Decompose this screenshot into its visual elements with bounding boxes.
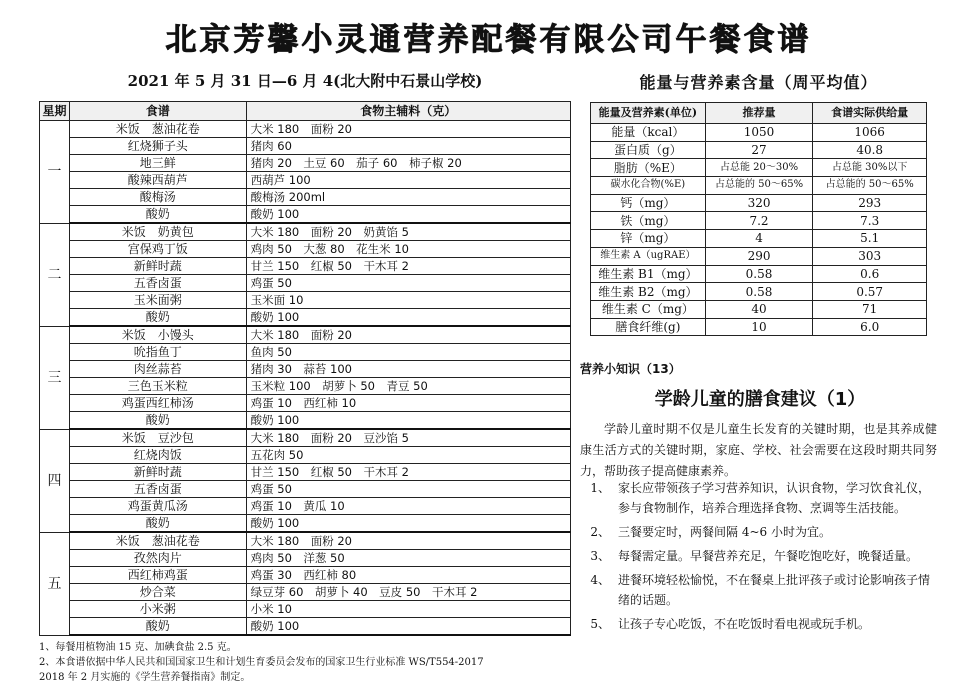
menu-row <box>40 155 571 172</box>
menu-ingredients-cell: 小米 10 <box>246 601 570 618</box>
note-line: 1、每餐用植物油 15 克、加碘食盐 2.5 克。 <box>39 642 237 653</box>
page-title: 北京芳馨小灵通营养配餐有限公司午餐食谱 <box>165 22 812 58</box>
nutrient-recommended-cell: 40 <box>705 300 813 318</box>
menu-dish-cell: 宫保鸡丁饭 <box>69 241 246 258</box>
nutrient-name-cell: 碳水化合物(%E) <box>591 177 706 195</box>
menu-row <box>40 515 571 533</box>
menu-table <box>39 101 571 636</box>
menu-dish-cell: 鸡蛋黄瓜汤 <box>69 498 246 515</box>
tips-intro: 学龄儿童时期不仅是儿童生长发育的关键时期，也是其养成健康生活方式的关键时期，家庭、学校、社会需要在这段时期共同努力，帮助孩子提高健康素养。 <box>580 422 937 478</box>
menu-row <box>40 429 571 447</box>
menu-row <box>40 532 571 550</box>
menu-row <box>40 464 571 481</box>
nutrient-name-cell: 锌（mg） <box>591 230 706 248</box>
nutrient-actual-cell: 7.3 <box>813 212 927 230</box>
nutrient-recommended-cell: 320 <box>705 194 813 212</box>
menu-day-cell: 五 <box>40 532 70 635</box>
menu-ingredients-cell: 甘兰 150 红椒 50 干木耳 2 <box>246 258 570 275</box>
menu-row <box>40 326 571 344</box>
nutrient-actual-cell: 占总能 30%以下 <box>813 159 927 177</box>
nutrition-row <box>591 300 927 318</box>
menu-ingredients-cell: 酸奶 100 <box>246 515 570 533</box>
tip-item <box>580 614 937 634</box>
nutrition-row <box>591 230 927 248</box>
menu-ingredients-cell: 猪肉 20 土豆 60 茄子 60 柿子椒 20 <box>246 155 570 172</box>
tip-text: 每餐需定量。早餐营养充足，午餐吃饱吃好，晚餐适量。 <box>618 549 919 563</box>
nutrition-table <box>590 102 927 336</box>
menu-dish-cell: 小米粥 <box>69 601 246 618</box>
tip-number: 2、 <box>590 525 610 539</box>
tip-item <box>580 478 937 518</box>
menu-ingredients-cell: 鸡肉 50 大葱 80 花生米 10 <box>246 241 570 258</box>
nutrient-actual-cell: 71 <box>813 300 927 318</box>
menu-dish-cell: 红烧狮子头 <box>69 138 246 155</box>
nutrient-recommended-cell: 27 <box>705 141 813 159</box>
nutrient-recommended-cell: 占总能的 50～65% <box>705 177 813 195</box>
nutrition-row <box>591 141 927 159</box>
nutrient-name-cell: 铁（mg） <box>591 212 706 230</box>
menu-dish-cell: 酸奶 <box>69 309 246 327</box>
menu-ingredients-cell: 大米 180 面粉 20 奶黄馅 5 <box>246 223 570 241</box>
menu-ingredients-cell: 鸡蛋 50 <box>246 275 570 292</box>
nutrition-title: 能量与营养素含量（周平均值） <box>639 73 878 92</box>
menu-dish-cell: 酸梅汤 <box>69 189 246 206</box>
nutrient-actual-cell: 6.0 <box>813 318 927 336</box>
menu-row <box>40 241 571 258</box>
nutrient-name-cell: 膳食纤维(g) <box>591 318 706 336</box>
nutrition-row <box>591 212 927 230</box>
menu-ingredients-cell: 鸡蛋 10 黄瓜 10 <box>246 498 570 515</box>
menu-ingredients-cell: 五花肉 50 <box>246 447 570 464</box>
menu-ingredients-cell: 酸奶 100 <box>246 618 570 636</box>
nutrient-name-cell: 维生素 A（ugRAE） <box>591 247 706 265</box>
menu-ingredients-cell: 大米 180 面粉 20 <box>246 532 570 550</box>
nutrient-recommended-cell: 10 <box>705 318 813 336</box>
menu-dish-cell: 红烧肉饭 <box>69 447 246 464</box>
menu-row <box>40 138 571 155</box>
menu-day-cell: 三 <box>40 326 70 429</box>
menu-dish-cell: 米饭 葱油花卷 <box>69 121 246 138</box>
nutrient-recommended-cell: 7.2 <box>705 212 813 230</box>
menu-dish-cell: 五香卤蛋 <box>69 481 246 498</box>
nutrition-header-actual: 食谱实际供给量 <box>813 103 927 124</box>
menu-dish-cell: 米饭 小馒头 <box>69 326 246 344</box>
menu-ingredients-cell: 鸡蛋 30 西红柿 80 <box>246 567 570 584</box>
nutrient-actual-cell: 5.1 <box>813 230 927 248</box>
tips-title: 学龄儿童的膳食建议（1） <box>654 389 866 410</box>
menu-row <box>40 378 571 395</box>
nutrient-actual-cell: 0.57 <box>813 283 927 301</box>
menu-ingredients-cell: 酸奶 100 <box>246 412 570 430</box>
menu-row <box>40 275 571 292</box>
menu-dish-cell: 米饭 豆沙包 <box>69 429 246 447</box>
tip-item <box>580 570 937 610</box>
menu-ingredients-cell: 鸡蛋 50 <box>246 481 570 498</box>
menu-day-cell: 一 <box>40 121 70 224</box>
menu-dish-cell: 肉丝蒜苔 <box>69 361 246 378</box>
tip-item <box>580 522 937 542</box>
nutrition-row <box>591 159 927 177</box>
nutrient-name-cell: 钙（mg） <box>591 194 706 212</box>
nutrient-actual-cell: 1066 <box>813 124 927 142</box>
menu-dish-cell: 玉米面粥 <box>69 292 246 309</box>
menu-ingredients-cell: 绿豆芽 60 胡萝卜 40 豆皮 50 干木耳 2 <box>246 584 570 601</box>
menu-row <box>40 292 571 309</box>
menu-ingredients-cell: 鱼肉 50 <box>246 344 570 361</box>
nutrient-actual-cell: 303 <box>813 247 927 265</box>
menu-row <box>40 172 571 189</box>
nutrition-header-recommended: 推荐量 <box>705 103 813 124</box>
menu-dish-cell: 酸辣西葫芦 <box>69 172 246 189</box>
nutrient-recommended-cell: 占总能 20～30% <box>705 159 813 177</box>
nutrient-recommended-cell: 1050 <box>705 124 813 142</box>
tip-number: 1、 <box>590 481 610 495</box>
menu-row <box>40 223 571 241</box>
menu-header-day: 星期 <box>40 102 70 121</box>
menu-ingredients-cell: 酸奶 100 <box>246 309 570 327</box>
nutrient-name-cell: 维生素 C（mg） <box>591 300 706 318</box>
note-line: 2、本食谱依据中华人民共和国国家卫生和计划生育委员会发布的国家卫生行业标准 WS/T554-2017 <box>39 657 484 668</box>
nutrient-name-cell: 维生素 B1（mg） <box>591 265 706 283</box>
menu-ingredients-cell: 猪肉 30 蒜苔 100 <box>246 361 570 378</box>
tip-text: 三餐要定时，两餐间隔 4~6 小时为宜。 <box>618 525 831 539</box>
menu-row <box>40 395 571 412</box>
menu-dish-cell: 酸奶 <box>69 515 246 533</box>
nutrition-row <box>591 124 927 142</box>
nutrient-actual-cell: 293 <box>813 194 927 212</box>
tip-text: 进餐环境轻松愉悦，不在餐桌上批评孩子或讨论影响孩子情绪的话题。 <box>618 573 931 607</box>
menu-dish-cell: 米饭 葱油花卷 <box>69 532 246 550</box>
menu-ingredients-cell: 鸡蛋 10 西红柿 10 <box>246 395 570 412</box>
menu-ingredients-cell: 酸奶 100 <box>246 206 570 224</box>
nutrient-recommended-cell: 0.58 <box>705 283 813 301</box>
menu-day-cell: 二 <box>40 223 70 326</box>
menu-row <box>40 361 571 378</box>
menu-ingredients-cell: 大米 180 面粉 20 <box>246 326 570 344</box>
menu-row <box>40 206 571 224</box>
tip-text: 让孩子专心吃饭，不在吃饭时看电视或玩手机。 <box>618 617 871 631</box>
nutrient-actual-cell: 占总能的 50～65% <box>813 177 927 195</box>
menu-row <box>40 601 571 618</box>
menu-notes <box>39 640 579 685</box>
nutrition-row <box>591 194 927 212</box>
menu-row <box>40 481 571 498</box>
menu-header-ingredients: 食物主辅料（克） <box>246 102 570 121</box>
nutrient-name-cell: 蛋白质（g） <box>591 141 706 159</box>
menu-dish-cell: 炒合菜 <box>69 584 246 601</box>
menu-dish-cell: 米饭 奶黄包 <box>69 223 246 241</box>
menu-dish-cell: 三色玉米粒 <box>69 378 246 395</box>
menu-dish-cell: 鸡蛋西红柿汤 <box>69 395 246 412</box>
nutrition-row <box>591 318 927 336</box>
menu-ingredients-cell: 猪肉 60 <box>246 138 570 155</box>
menu-row <box>40 498 571 515</box>
menu-dish-cell: 酸奶 <box>69 206 246 224</box>
nutrient-recommended-cell: 290 <box>705 247 813 265</box>
tip-text: 家长应带领孩子学习营养知识，认识食物，学习饮食礼仪，参与食物制作，培养合理选择食物、烹调等生活技能。 <box>618 481 931 515</box>
nutrient-name-cell: 脂肪（%E） <box>591 159 706 177</box>
menu-row <box>40 258 571 275</box>
menu-dish-cell: 吮指鱼丁 <box>69 344 246 361</box>
menu-header-dish: 食谱 <box>69 102 246 121</box>
nutrient-name-cell: 能量（kcal） <box>591 124 706 142</box>
menu-dish-cell: 酸奶 <box>69 412 246 430</box>
nutrient-recommended-cell: 0.58 <box>705 265 813 283</box>
menu-row <box>40 121 571 138</box>
menu-header-row <box>40 102 571 121</box>
menu-ingredients-cell: 玉米面 10 <box>246 292 570 309</box>
nutrition-row <box>591 283 927 301</box>
menu-row <box>40 309 571 327</box>
tip-number: 5、 <box>590 617 610 631</box>
menu-dish-cell: 新鲜时蔬 <box>69 258 246 275</box>
menu-dish-cell: 酸奶 <box>69 618 246 636</box>
menu-ingredients-cell: 玉米粒 100 胡萝卜 50 青豆 50 <box>246 378 570 395</box>
menu-dish-cell: 地三鲜 <box>69 155 246 172</box>
nutrition-header-row <box>591 103 927 124</box>
nutrition-header-item: 能量及营养素(单位) <box>591 103 706 124</box>
nutrition-row <box>591 177 927 195</box>
menu-ingredients-cell: 甘兰 150 红椒 50 干木耳 2 <box>246 464 570 481</box>
menu-ingredients-cell: 西葫芦 100 <box>246 172 570 189</box>
menu-dish-cell: 孜然肉片 <box>69 550 246 567</box>
menu-ingredients-cell: 大米 180 面粉 20 <box>246 121 570 138</box>
nutrient-name-cell: 维生素 B2（mg） <box>591 283 706 301</box>
nutrient-actual-cell: 0.6 <box>813 265 927 283</box>
tip-number: 3、 <box>590 549 610 563</box>
menu-row <box>40 344 571 361</box>
nutrient-actual-cell: 40.8 <box>813 141 927 159</box>
menu-dish-cell: 五香卤蛋 <box>69 275 246 292</box>
menu-ingredients-cell: 大米 180 面粉 20 豆沙馅 5 <box>246 429 570 447</box>
tips-list <box>580 478 937 638</box>
tip-number: 4、 <box>590 573 610 587</box>
menu-dish-cell: 西红柿鸡蛋 <box>69 567 246 584</box>
menu-row <box>40 584 571 601</box>
nutrient-recommended-cell: 4 <box>705 230 813 248</box>
menu-row <box>40 618 571 636</box>
menu-ingredients-cell: 鸡肉 50 洋葱 50 <box>246 550 570 567</box>
menu-date-subtitle: 2021 年 5 月 31 日—6 月 4(北大附中石景山学校) <box>127 72 483 90</box>
menu-dish-cell: 新鲜时蔬 <box>69 464 246 481</box>
tips-header: 营养小知识（13） <box>580 362 681 376</box>
tip-item <box>580 546 937 566</box>
menu-row <box>40 189 571 206</box>
menu-day-cell: 四 <box>40 429 70 532</box>
note-line: 2018 年 2 月实施的《学生营养餐指南》制定。 <box>39 672 251 683</box>
menu-row <box>40 412 571 430</box>
menu-ingredients-cell: 酸梅汤 200ml <box>246 189 570 206</box>
nutrition-row <box>591 247 927 265</box>
menu-row <box>40 447 571 464</box>
menu-row <box>40 550 571 567</box>
menu-row <box>40 567 571 584</box>
nutrition-row <box>591 265 927 283</box>
